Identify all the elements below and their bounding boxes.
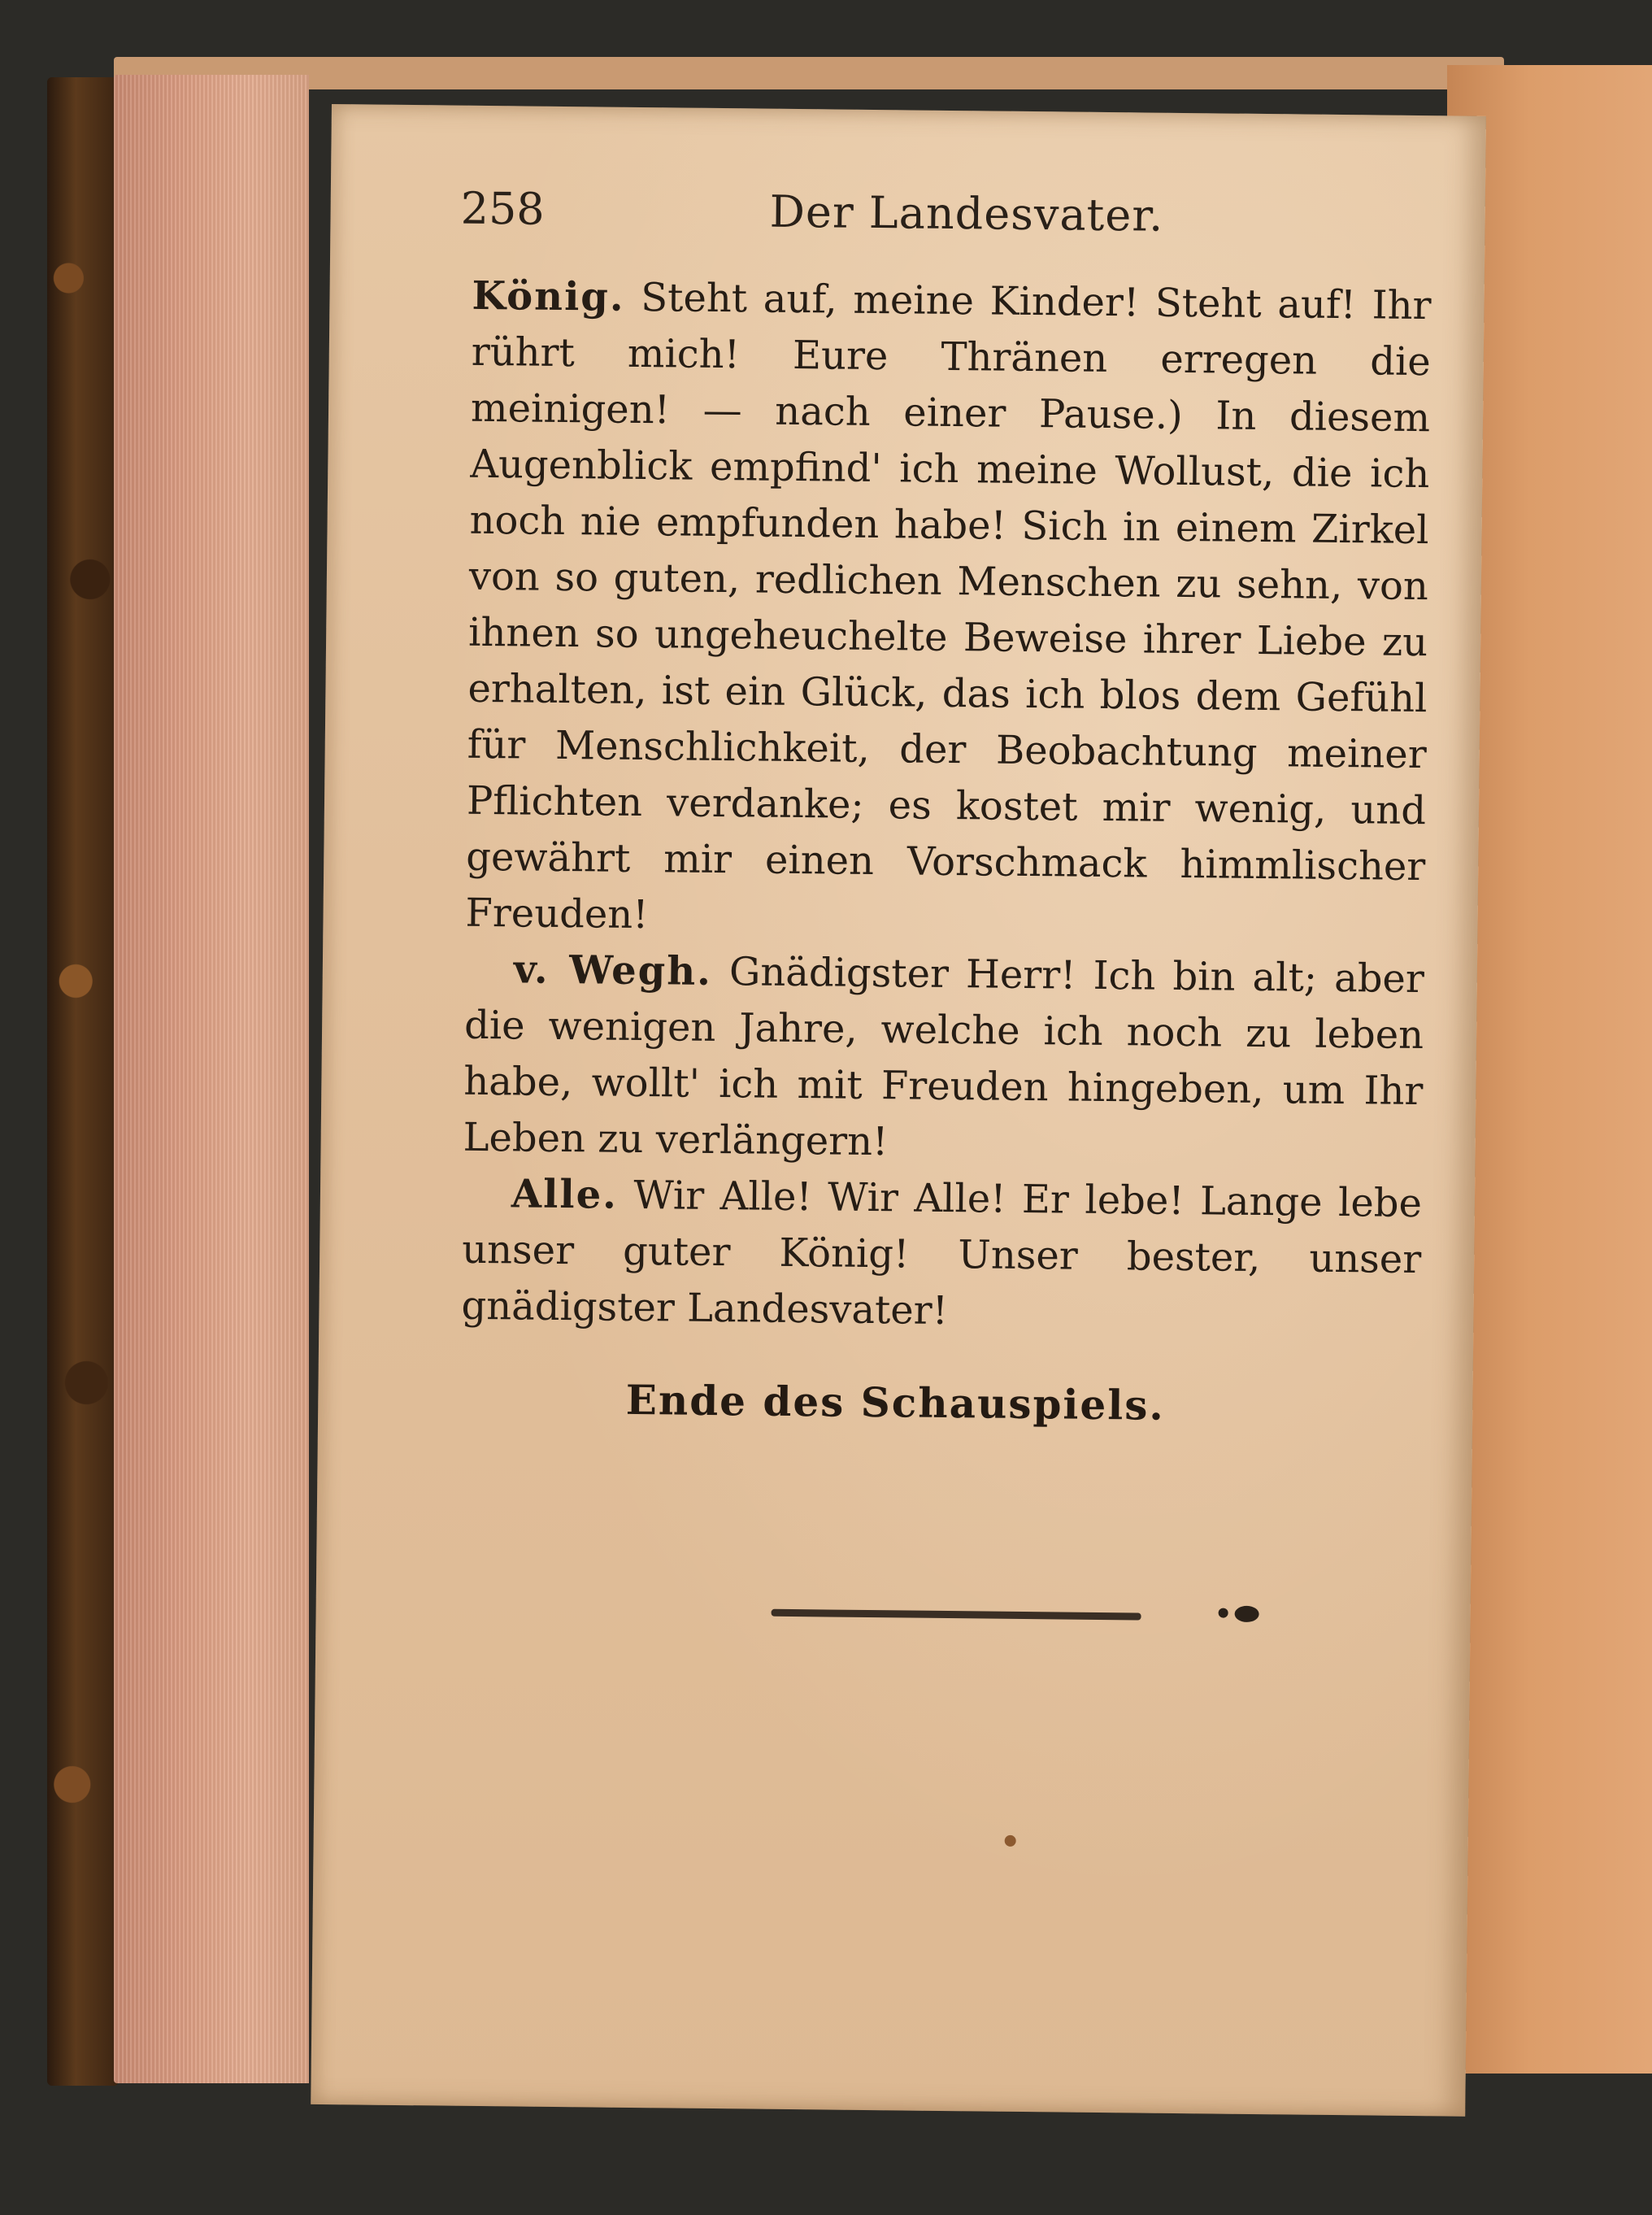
- speaker-name: König.: [472, 272, 625, 320]
- page-edges: [114, 75, 309, 2083]
- ink-dot: [1219, 1608, 1228, 1618]
- speech-wegh: [463, 942, 1424, 1176]
- running-head: Der Landesvater.: [769, 185, 1164, 242]
- book-binding: [47, 77, 119, 2086]
- speech-text: Steht auf, meine Kinder! Steht auf! Ihr rührt mich! Eure Thränen erregen die meinigen! — nach einer Pause.) In diesem Augenblick empfind' ich meine Wollust, die ich noch nie empfunden habe! Sich in einem Zirkel von so guten, redlichen Menschen zu sehn, von ihnen so ungeheuchelte Beweise ihrer Liebe zu erhalten, ist ein Glück, das ich blos dem Gefühl für Menschlichkeit, der Beobachtung meiner Pflichten verdanke; es kostet mir wenig, und gewährt mir einen Vorschmack himmlischer Freuden!: [465, 274, 1432, 938]
- page-stack-top: [114, 57, 1504, 89]
- page-header: [460, 183, 1388, 258]
- speech-text: Wir Alle! Wir Alle! Er lebe! Lange lebe unser guter König! Unser bester, unser gnädigster Landesvater!: [461, 1172, 1423, 1334]
- speaker-name: v. Wegh.: [513, 946, 713, 994]
- closing-line: Ende des Schauspiels.: [625, 1375, 1166, 1430]
- book-page: [311, 104, 1486, 2117]
- play-text: [461, 268, 1432, 1344]
- speech-text: Gnädigster Herr! Ich bin alt; aber die wenigen Jahre, welche ich noch zu leben habe, wollt' ich mit Freuden hingeben, um Ihr Leben zu verlängern!: [463, 949, 1425, 1165]
- speech-king: [465, 268, 1432, 951]
- speech-alle: [461, 1166, 1422, 1344]
- page-number: 258: [460, 182, 546, 235]
- speaker-name: Alle.: [511, 1171, 619, 1218]
- ornamental-rule: [772, 1609, 1141, 1621]
- ink-dot: [1235, 1606, 1259, 1622]
- paper-stain: [1005, 1835, 1016, 1847]
